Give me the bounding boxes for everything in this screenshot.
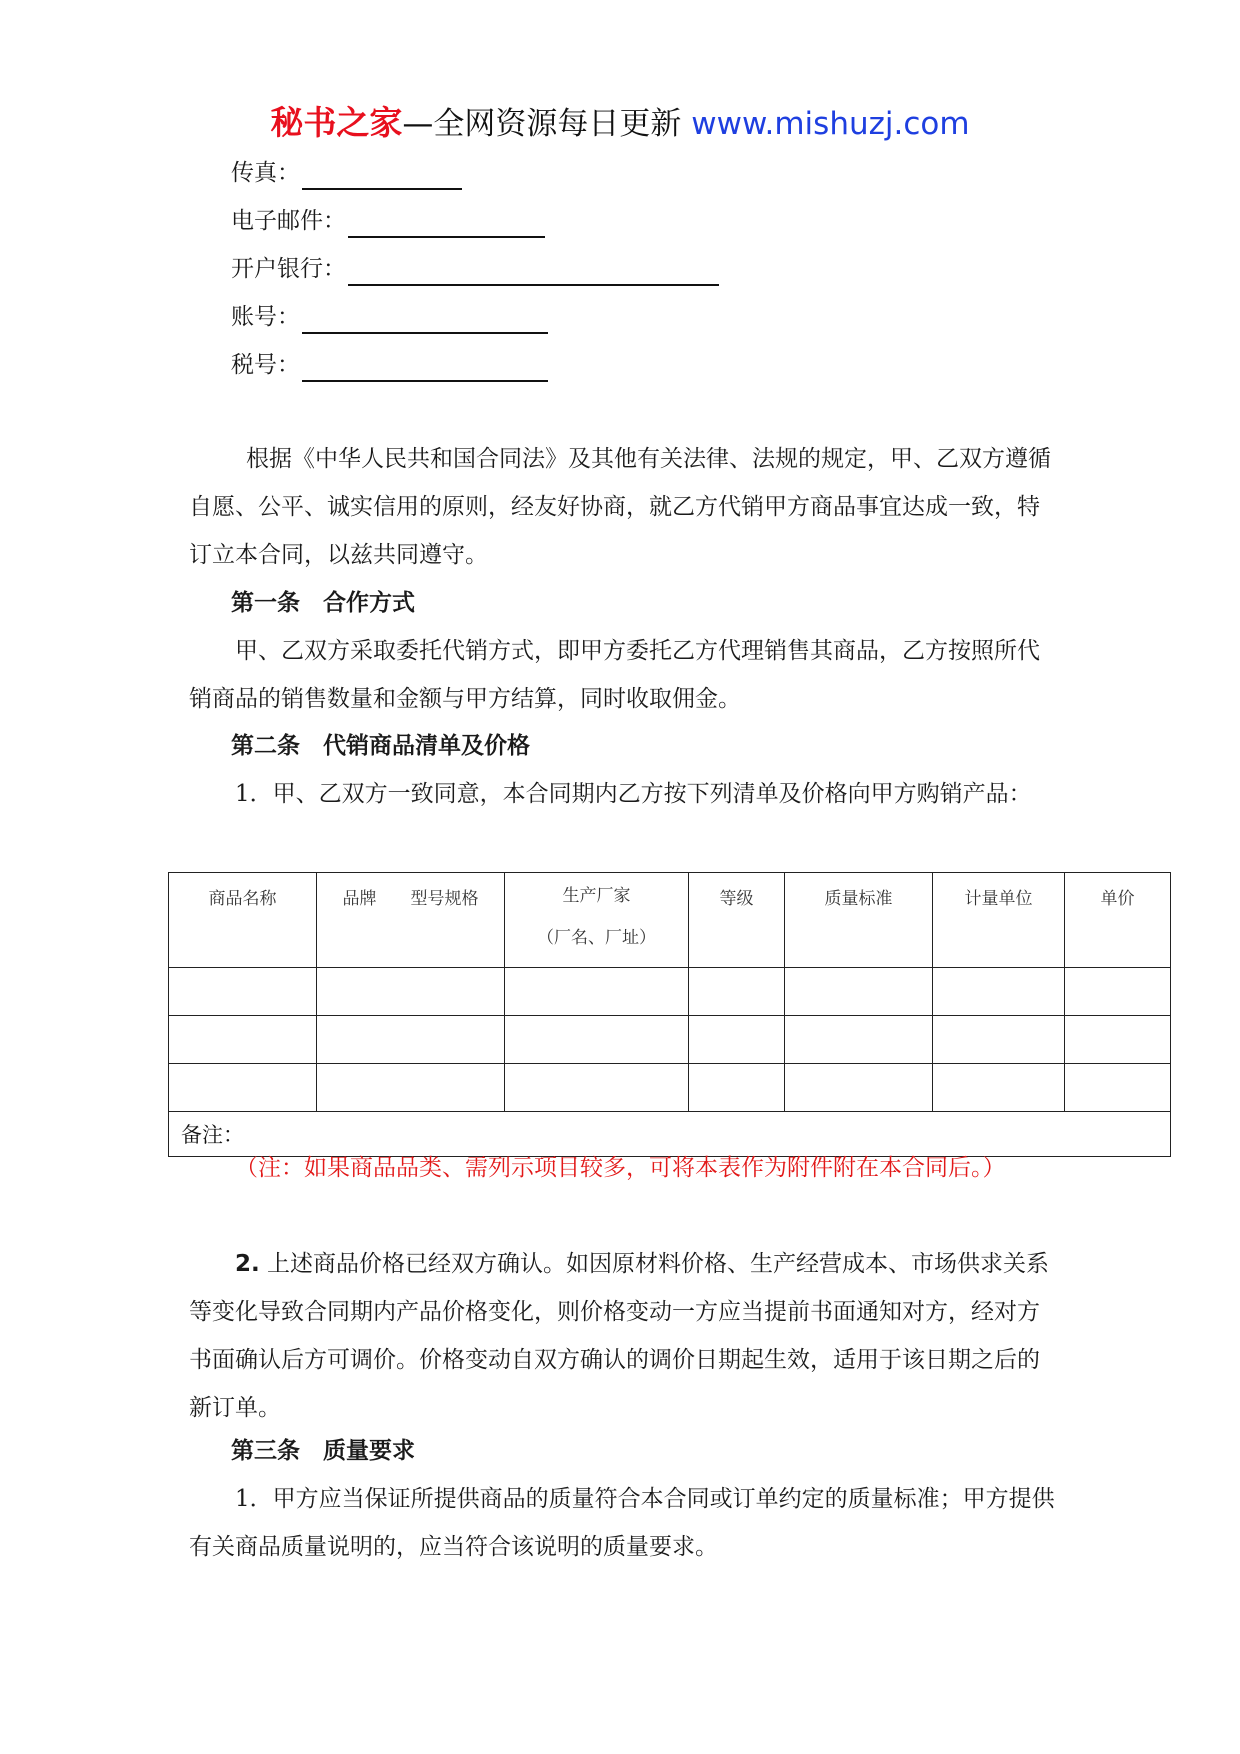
fax-blank-line[interactable]: [302, 160, 462, 190]
table-cell[interactable]: [505, 968, 689, 1016]
table-cell[interactable]: [1065, 968, 1171, 1016]
article-1-body: 甲、乙双方采取委托代销方式，即甲方委托乙方代理销售其商品，乙方按照所代销商品的销售数量和金额与甲方结算，同时收取佣金。: [189, 638, 1040, 712]
article-1-heading: 第一条 合作方式: [231, 589, 415, 616]
table-cell[interactable]: [689, 1016, 785, 1064]
col-header-manufacturer: [505, 873, 689, 968]
email-field: [231, 204, 545, 238]
goods-price-table: [168, 872, 1171, 1157]
table-cell[interactable]: [785, 1064, 933, 1112]
table-cell[interactable]: [1065, 1016, 1171, 1064]
table-row: [169, 1064, 1171, 1112]
bank-field: [231, 252, 719, 286]
article-3-item-1: 1．甲方应当保证所提供商品的质量符合本合同或订单约定的质量标准；甲方提供有关商品质量说明的，应当符合该说明的质量要求。: [189, 1486, 1055, 1560]
article-2-item-2-text: 上述商品价格已经双方确认。如因原材料价格、生产经营成本、市场供求关系等变化导致合同期内产品价格变化，则价格变动一方应当提前书面通知对方，经对方书面确认后方可调价。价格变动自双方确认的调价日期起生效，适用于该日期之后的新订单。: [189, 1251, 1050, 1421]
article-3-heading: 第三条 质量要求: [231, 1437, 415, 1464]
table-cell[interactable]: [505, 1016, 689, 1064]
red-annotation: （注：如果商品品类、需列示项目较多，可将本表作为附件附在本合同后。）: [235, 1155, 1006, 1181]
email-label: 电子邮件：: [231, 208, 346, 234]
table-cell[interactable]: [505, 1064, 689, 1112]
table-cell[interactable]: [933, 1016, 1065, 1064]
account-field: [231, 300, 548, 334]
col-header-unit-price: 单价: [1065, 873, 1171, 968]
table-cell[interactable]: [169, 1064, 317, 1112]
article-2-item-2-number: 2.: [235, 1251, 260, 1277]
table-cell[interactable]: [689, 968, 785, 1016]
account-label: 账号：: [231, 304, 300, 330]
fax-field: [231, 156, 462, 190]
table-row: [169, 1016, 1171, 1064]
table-cell[interactable]: [933, 1064, 1065, 1112]
manufacturer-label: 生产厂家: [562, 886, 631, 906]
table-header-row: [169, 873, 1171, 968]
table-row: [169, 968, 1171, 1016]
fax-label: 传真：: [231, 160, 300, 186]
table-cell[interactable]: [1065, 1064, 1171, 1112]
intro-paragraph: 根据《中华人民共和国合同法》及其他有关法律、法规的规定，甲、乙双方遵循自愿、公平、诚实信用的原则，经友好协商，就乙方代销甲方商品事宜达成一致，特订立本合同，以兹共同遵守。: [189, 446, 1051, 568]
header-slogan: —全网资源每日更新: [402, 106, 692, 142]
col-header-brand-model: 品牌 型号规格: [317, 873, 505, 968]
table-cell[interactable]: [785, 968, 933, 1016]
email-blank-line[interactable]: [348, 208, 545, 238]
site-header: [0, 100, 1240, 147]
article-2-heading: 第二条 代销商品清单及价格: [231, 732, 530, 759]
bank-blank-line[interactable]: [348, 256, 719, 286]
table-cell[interactable]: [933, 968, 1065, 1016]
tax-id-label: 税号：: [231, 352, 300, 378]
table-cell[interactable]: [317, 1064, 505, 1112]
header-brand: 秘书之家: [270, 103, 403, 142]
article-2-item-2: [189, 1240, 1055, 1432]
table-cell[interactable]: [317, 1016, 505, 1064]
tax-id-blank-line[interactable]: [302, 352, 548, 382]
table-cell[interactable]: [785, 1016, 933, 1064]
table-cell[interactable]: [169, 1016, 317, 1064]
table-cell[interactable]: [169, 968, 317, 1016]
tax-id-field: [231, 348, 548, 382]
table-note-cell[interactable]: 备注：: [169, 1112, 1171, 1157]
bank-label: 开户银行：: [231, 256, 346, 282]
col-header-unit: 计量单位: [933, 873, 1065, 968]
table-cell[interactable]: [317, 968, 505, 1016]
manufacturer-sub-label: （厂名、厂址）: [537, 928, 656, 948]
header-url-link[interactable]: www.mishuzj.com: [691, 106, 970, 142]
article-2-item-1: 1．甲、乙双方一致同意，本合同期内乙方按下列清单及价格向甲方购销产品：: [235, 781, 1032, 807]
account-blank-line[interactable]: [302, 304, 548, 334]
table-cell[interactable]: [689, 1064, 785, 1112]
col-header-grade: 等级: [689, 873, 785, 968]
col-header-product-name: 商品名称: [169, 873, 317, 968]
col-header-quality-standard: 质量标准: [785, 873, 933, 968]
